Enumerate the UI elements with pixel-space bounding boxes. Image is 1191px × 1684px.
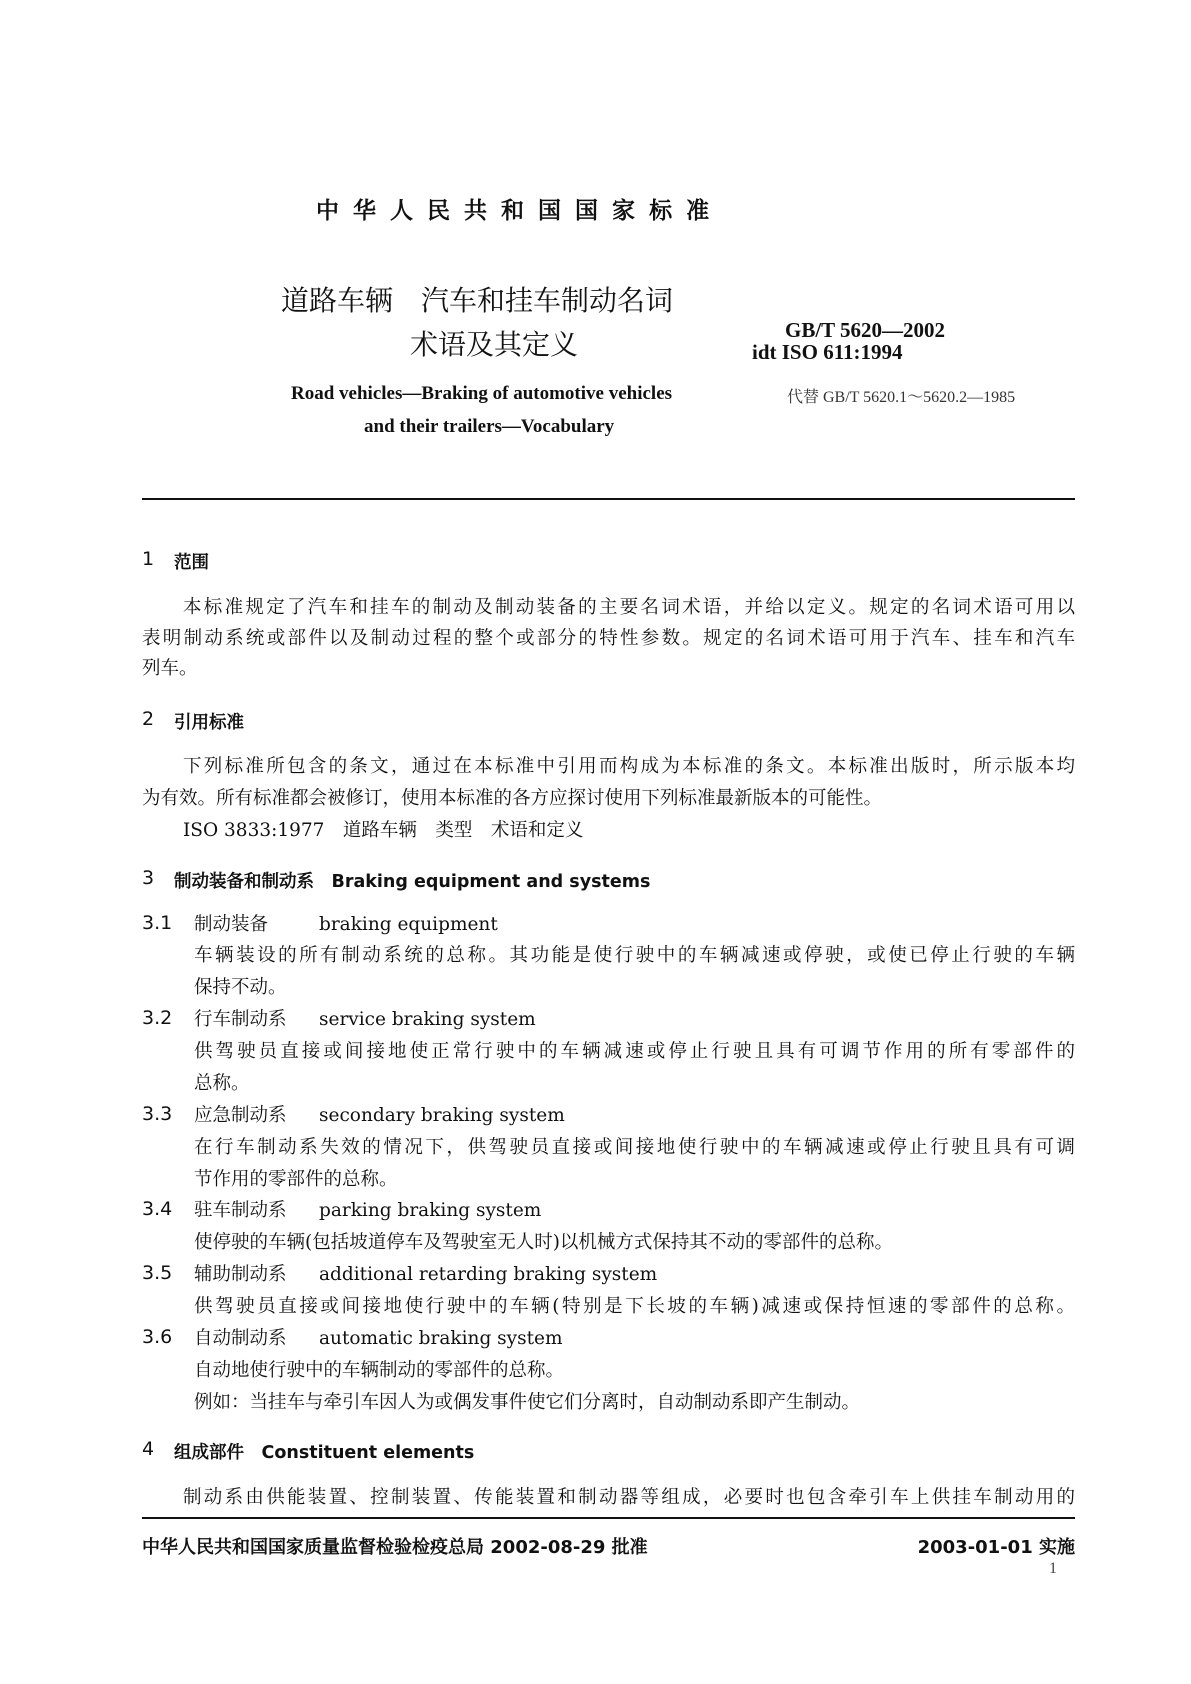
- paragraph-line: 表明制动系统或部件以及制动过程的整个或部分的特性参数。规定的名词术语可用于汽车、挂车和汽车: [142, 628, 1075, 649]
- org-title: 中 华 人 民 共 和 国 国 家 标 准: [316, 198, 713, 224]
- term-number: 3.2: [142, 1007, 173, 1029]
- term-zh: 应急制动系: [194, 1105, 287, 1126]
- term-en: automatic braking system: [319, 1328, 563, 1349]
- definition-line: 车辆装设的所有制动系统的总称。其功能是使行驶中的车辆减速或停驶，或使已停止行驶的车辆: [194, 945, 1075, 966]
- term-en: braking equipment: [319, 914, 498, 935]
- english-title-line2: and their trailers—Vocabulary: [364, 416, 615, 437]
- replaces-note: 代替 GB/T 5620.1～5620.2—1985: [787, 389, 1016, 406]
- term-en: service braking system: [319, 1009, 536, 1030]
- paragraph-line: 为有效。所有标准都会被修订，使用本标准的各方应探讨使用下列标准最新版本的可能性。: [142, 788, 883, 809]
- definition-line: 供驾驶员直接或间接地使正常行驶中的车辆减速或停止行驶且具有可调节作用的所有零部件的: [194, 1041, 1075, 1062]
- page-number: 1: [1049, 1560, 1057, 1577]
- term-zh: 驻车制动系: [194, 1200, 287, 1221]
- term-zh: 自动制动系: [194, 1328, 287, 1349]
- term-number: 3.5: [142, 1262, 173, 1284]
- term-en: parking braking system: [319, 1200, 542, 1221]
- paragraph-line: 列车。: [142, 658, 198, 679]
- section-number: 2: [142, 708, 155, 730]
- example-line: 例如：当挂车与牵引车因人为或偶发事件使它们分离时，自动制动系即产生制动。: [194, 1392, 861, 1413]
- paragraph-line: 本标准规定了汽车和挂车的制动及制动装备的主要名词术语，并给以定义。规定的名词术语可用以: [183, 597, 1075, 618]
- definition-line: 节作用的零部件的总称。: [194, 1169, 398, 1190]
- idt-reference: idt ISO 611:1994: [752, 340, 903, 364]
- section-number: 3: [142, 867, 155, 889]
- paragraph-line: 下列标准所包含的条文，通过在本标准中引用而构成为本标准的条文。本标准出版时，所示版本均: [183, 756, 1075, 777]
- implementation-date: 2003-01-01 实施: [917, 1537, 1075, 1558]
- approval-note: 中华人民共和国国家质量监督检验检疫总局 2002-08-29 批准: [142, 1537, 648, 1558]
- doc-title-line2: 术语及其定义: [410, 328, 579, 361]
- definition-line: 供驾驶员直接或间接地使行驶中的车辆(特别是下长坡的车辆)减速或保持恒速的零部件的总称。: [194, 1296, 1075, 1317]
- reference-standard: ISO 3833:1977 道路车辆 类型 术语和定义: [183, 820, 584, 841]
- term-zh: 制动装备: [194, 914, 269, 935]
- section-number: 1: [142, 548, 155, 570]
- term-en: additional retarding braking system: [319, 1264, 658, 1285]
- definition-line: 总称。: [194, 1073, 250, 1094]
- definition-line: 保持不动。: [194, 977, 287, 998]
- standard-number: GB/T 5620—2002: [785, 318, 946, 342]
- definition-line: 在行车制动系失效的情况下，供驾驶员直接或间接地使行驶中的车辆减速或停止行驶且具有可调: [194, 1137, 1075, 1158]
- term-number: 3.3: [142, 1103, 173, 1125]
- english-title-line1: Road vehicles—Braking of automotive vehicles: [291, 383, 673, 404]
- term-zh: 行车制动系: [194, 1009, 287, 1030]
- term-en: secondary braking system: [319, 1105, 565, 1126]
- term-number: 3.1: [142, 912, 173, 934]
- paragraph-line: 制动系由供能装置、控制装置、传能装置和制动器等组成，必要时也包含牵引车上供挂车制动用的: [183, 1487, 1075, 1508]
- header-divider: [142, 498, 1075, 500]
- section-title: 制动装备和制动系 Braking equipment and systems: [174, 872, 651, 892]
- section-title: 引用标准: [174, 713, 244, 733]
- term-zh: 辅助制动系: [194, 1264, 287, 1285]
- section-number: 4: [142, 1438, 155, 1460]
- section-title: 范围: [174, 553, 209, 573]
- section-title: 组成部件 Constituent elements: [174, 1443, 475, 1463]
- doc-title-line1: 道路车辆 汽车和挂车制动名词: [281, 284, 674, 317]
- footer-divider: [142, 1517, 1075, 1519]
- definition-line: 使停驶的车辆(包括坡道停车及驾驶室无人时)以机械方式保持其不动的零部件的总称。: [194, 1232, 893, 1253]
- term-number: 3.4: [142, 1198, 173, 1220]
- term-number: 3.6: [142, 1326, 173, 1348]
- definition-line: 自动地使行驶中的车辆制动的零部件的总称。: [194, 1360, 565, 1381]
